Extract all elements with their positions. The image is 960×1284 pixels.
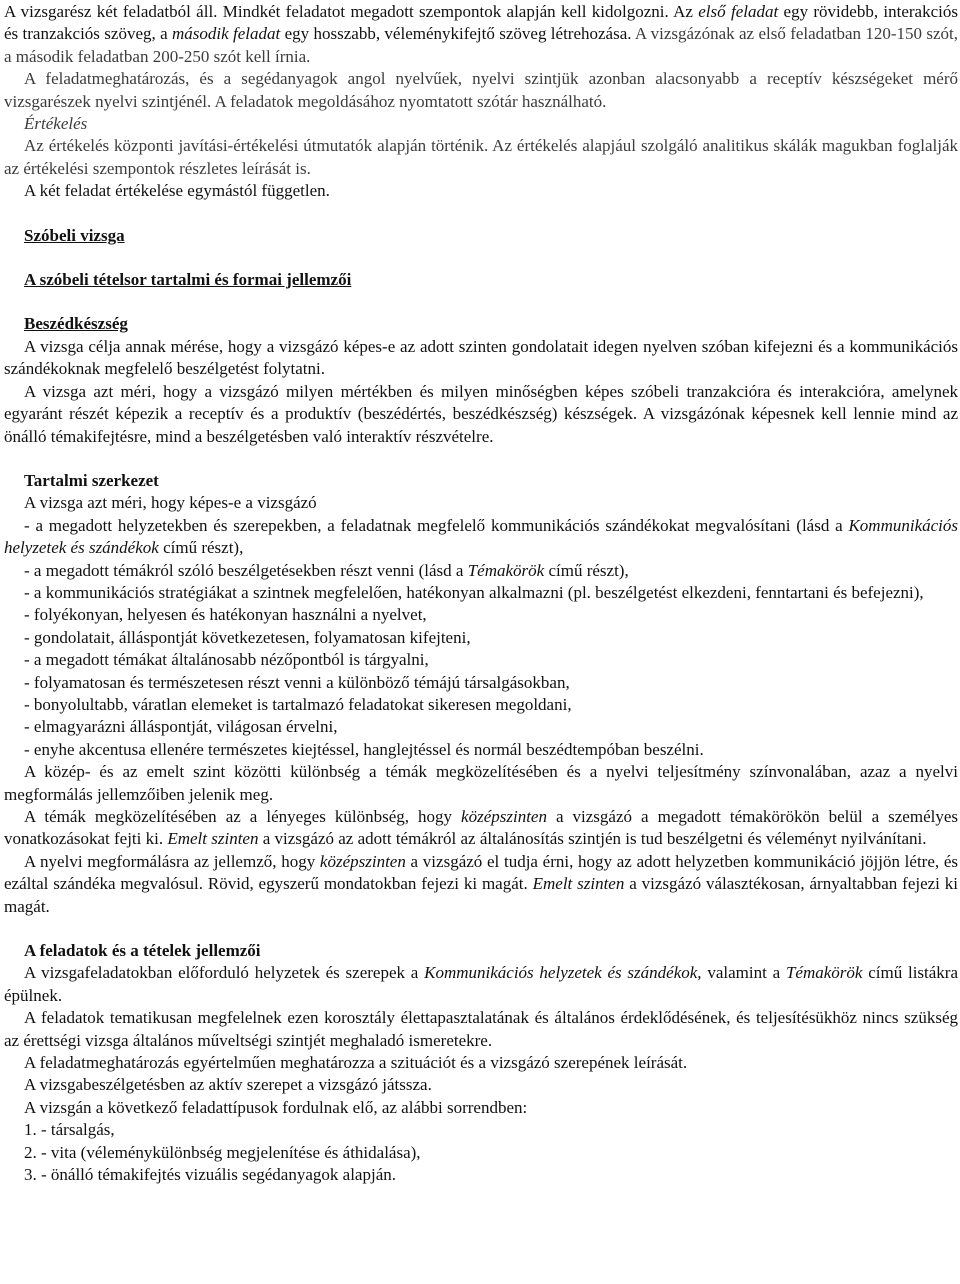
paragraph-kozep-emelt-1: A közép- és az emelt szint közötti különbség a témák megközelítésében és a nyelvi teljesítmény színvonalában, azaz a nyelvi megformálás jellemzőiben jelenik meg. xyxy=(4,762,958,804)
intro-paragraph xyxy=(4,1,958,68)
text-run: egy rövidebb, interakciós és tranzakciós szöveg, a xyxy=(4,2,958,44)
task-type-item: 3. - önálló témakifejtés vizuális segédanyagok alapján. xyxy=(24,1165,396,1185)
list-item: - folyékonyan, helyesen és hatékonyan használni a nyelvet, xyxy=(24,605,427,625)
paragraph-feladatok-2: A feladatok tematikusan megfelelnek ezen korosztály élettapasztalatának és általános érdeklődésének, és teljesítésükhöz nincs szükség az érettségi vizsga általános műveltségi szintjét meghaladó ismeretekre. xyxy=(4,1008,958,1050)
text-run-italic: Témakörök xyxy=(467,560,545,580)
text-run: - a megadott témákról szóló beszélgetésekben részt venni (lásd a xyxy=(24,560,468,580)
paragraph-feladatok-1 xyxy=(4,962,958,1007)
list-item: - gondolatait, álláspontját következetesen, folyamatosan kifejteni, xyxy=(24,627,471,647)
text-run: A vizsgarész két feladatból áll. Mindkét feladatot megadott szempontok alapján kell kidolgozni. Az xyxy=(4,2,699,21)
text-run: valamint a xyxy=(701,963,786,983)
text-run-italic: Emelt szinten xyxy=(167,829,259,849)
paragraph-beszed-1: A vizsga célja annak mérése, hogy a vizsgázó képes-e az adott szinten gondolatait idegen nyelven szóban kifejezni és a kommunikációs szándékoknak megfelelő beszélgetést folytatni. xyxy=(4,336,958,379)
task-type-item: 1. - társalgás, xyxy=(24,1120,115,1140)
text-run-italic: első feladat xyxy=(698,2,779,21)
text-run: a vizsgázó a megadott témakörökön belül a személyes vonatkozásokat fejti ki. xyxy=(4,807,959,849)
text-run: a vizsgázó választékosan, árnyaltabban fejezi ki magát. xyxy=(4,874,958,916)
list-item: - enyhe akcentusa ellenére természetes kiejtéssel, hanglejtéssel és normál beszédtempóban beszélni. xyxy=(24,739,704,759)
text-run-italic: középszinten xyxy=(461,807,547,826)
list-item xyxy=(4,515,958,560)
text-run: - a megadott helyzetekben és szerepekben, a feladatnak megfelelő kommunikációs szándékokat megvalósítani (lásd a xyxy=(24,515,849,535)
text-run-italic: második feladat xyxy=(172,24,281,44)
text-run-italic: Emelt szinten xyxy=(532,874,625,894)
heading-beszedkeszseg: Beszédkészség xyxy=(24,314,128,334)
paragraph-ertekeles: Az értékelés központi javítási-értékelési útmutatók alapján történik. Az értékelés alapjául szolgáló analitikus skálák magukban foglalják az értékelési szempontok részletes leírását is. xyxy=(4,136,958,178)
text-run: A vizsgafeladatokban előforduló helyzetek és szerepek a xyxy=(24,963,425,983)
paragraph-kozep-emelt-3 xyxy=(4,851,958,918)
heading-tartalmi-szerkezet: Tartalmi szerkezet xyxy=(24,470,159,490)
text-run: egy hosszabb, véleménykifejtő szöveg létrehozása. xyxy=(280,24,632,44)
paragraph-ertekeles-2: A két feladat értékelése egymástól független. xyxy=(24,181,330,201)
heading-tetelsor: A szóbeli tételsor tartalmi és formai jellemzői xyxy=(24,270,352,290)
text-run: A vizsgázónak az első feladatban 120-150 szót, a második feladatban 200-250 szót kell írnia. xyxy=(4,24,958,66)
paragraph-feladatok-4: A vizsgabeszélgetésben az aktív szerepet a vizsgázó játssza. xyxy=(24,1075,432,1095)
paragraph-feladatok-3: A feladatmeghatározás egyértelműen meghatározza a szituációt és a vizsgázó szerepének leírását. xyxy=(24,1053,688,1073)
list-item xyxy=(4,560,958,582)
text-run: című részt), xyxy=(158,538,244,558)
text-run: A témák megközelítésében az a lényeges különbség, hogy xyxy=(24,807,462,826)
list-item: - elmagyarázni álláspontját, világosan érvelni, xyxy=(24,717,338,737)
text-run-italic: Kommunikációs helyzetek és szándékok, xyxy=(424,963,702,983)
list-item: - a megadott témákat általánosabb nézőpontból is tárgyalni, xyxy=(24,650,429,670)
paragraph-feladatok-5: A vizsgán a következő feladattípusok fordulnak elő, az alábbi sorrendben: xyxy=(24,1097,528,1117)
list-item: - folyamatosan és természetesen részt venni a különböző témájú társalgásokban, xyxy=(24,672,570,692)
text-run: a vizsgázó az adott témákról az általánosítás szintjén is tud beszélgetni és véleményt nyilvánítani. xyxy=(258,829,927,849)
paragraph-feladatmeghatarozas: A feladatmeghatározás, és a segédanyagok angol nyelvűek, nyelvi szintjük azonban alacsonyabb a receptív készségeket mérő vizsgarészek nyelvi szintjénél. A feladatok megoldásához nyomtatott szótár használható. xyxy=(4,69,958,111)
text-run-italic: Témakörök xyxy=(785,963,863,983)
paragraph-kozep-emelt-2 xyxy=(4,806,958,851)
text-run: A nyelvi megformálásra az jellemző, hogy xyxy=(24,851,320,871)
text-run: című részt), xyxy=(544,560,629,580)
task-type-item: 2. - vita (véleménykülönbség megjelenítése és áthidalása), xyxy=(24,1142,421,1162)
paragraph-tartalmi-intro: A vizsga azt méri, hogy képes-e a vizsgázó xyxy=(24,493,317,513)
heading-feladatok-tetelek: A feladatok és a tételek jellemzői xyxy=(24,941,261,961)
text-run-italic: Kommunikációs helyzetek és szándékok xyxy=(4,515,958,558)
section-heading-ertekeles: Értékelés xyxy=(24,114,88,134)
text-run: című listákra épülnek. xyxy=(4,963,959,1005)
paragraph-beszed-2: A vizsga azt méri, hogy a vizsgázó milyen mértékben és milyen minőségben képes szóbeli tranzakcióra és interakcióra, amelynek egyaránt részét képezik a receptív és a produktív (beszédértés, beszédkészség) készségek. A vizsgázónak képesnek kell lennie mind az önálló témakifejtésre, mind a beszélgetésben való interaktív részvételre. xyxy=(4,381,958,446)
list-item: - bonyolultabb, váratlan elemeket is tartalmazó feladatokat sikeresen megoldani, xyxy=(24,694,572,714)
text-run-italic: középszinten xyxy=(319,851,406,871)
text-run: a vizsgázó el tudja érni, hogy az adott helyzetben kommunikáció jöjjön létre, és ezáltal szándéka megvalósul. Rövid, egyszerű mondatokban fejezi ki magát. xyxy=(4,851,958,894)
heading-szobeli-vizsga: Szóbeli vizsga xyxy=(24,225,125,245)
list-item: - a kommunikációs stratégiákat a szintnek megfelelően, hatékonyan alkalmazni (pl. beszélgetést elkezdeni, fenntartani és befejezni), xyxy=(24,582,924,602)
